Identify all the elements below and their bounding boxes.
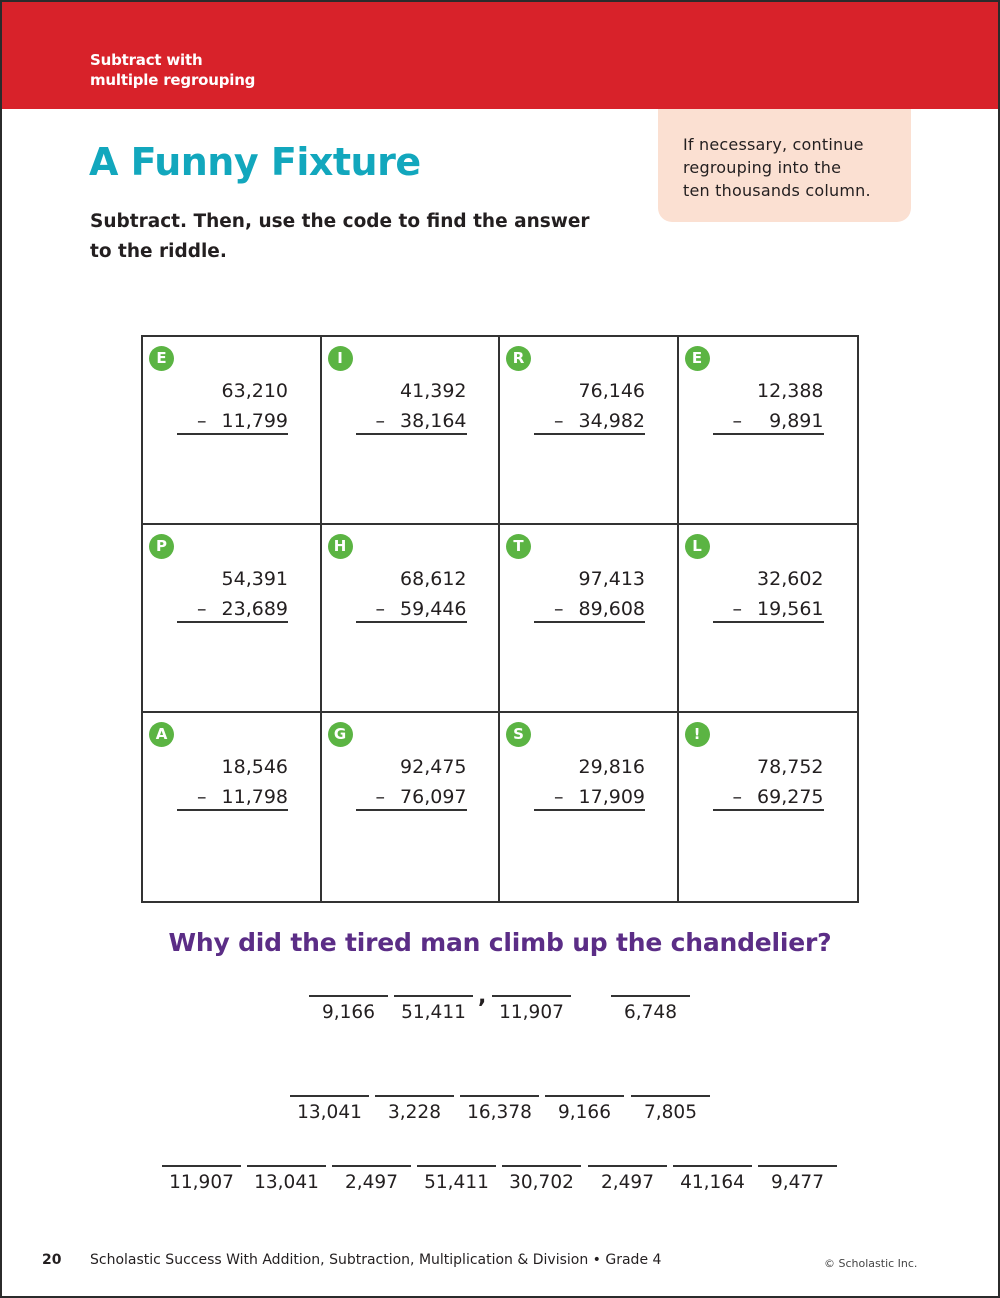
answer-blank[interactable]: 9,166 (309, 995, 388, 1023)
subtraction-problem (177, 565, 288, 623)
answer-blank[interactable]: 7,805 (631, 1095, 710, 1123)
minus-sign: – (197, 598, 207, 620)
letter-badge-icon: L (685, 534, 710, 559)
subtraction-problem (177, 753, 288, 811)
subtrahend: 38,164 (400, 410, 467, 432)
answer-blank[interactable]: 2,497 (332, 1165, 411, 1193)
subtraction-problem (534, 565, 645, 623)
subtrahend-row (356, 407, 467, 435)
subtrahend: 11,799 (221, 410, 288, 432)
letter-badge-icon: R (506, 346, 531, 371)
letter-badge-icon: E (685, 346, 710, 371)
minuend: 97,413 (578, 568, 645, 590)
answer-blank[interactable]: 9,477 (758, 1165, 837, 1193)
minus-sign: – (732, 410, 742, 432)
subtraction-problem (356, 565, 467, 623)
minuend: 29,816 (578, 756, 645, 778)
letter-badge-icon: H (328, 534, 353, 559)
subtrahend: 23,689 (221, 598, 288, 620)
letter-badge-icon: ! (685, 722, 710, 747)
subtrahend-row (177, 783, 288, 811)
riddle-question: Why did the tired man climb up the chandelier? (168, 928, 832, 957)
subtrahend-row (713, 783, 824, 811)
problem-grid (141, 335, 859, 903)
tip-box (658, 109, 911, 222)
subtraction-problem (534, 753, 645, 811)
minus-sign: – (554, 410, 564, 432)
subtraction-problem (177, 377, 288, 435)
minus-sign: – (732, 598, 742, 620)
letter-badge-icon: E (149, 346, 174, 371)
problem-cell[interactable] (679, 525, 858, 713)
problem-cell[interactable] (322, 525, 501, 713)
subtrahend-row (534, 783, 645, 811)
problem-cell[interactable] (500, 337, 679, 525)
tip-line1: If necessary, continue (683, 135, 864, 154)
minuend: 63,210 (221, 380, 288, 402)
letter-badge-icon: A (149, 722, 174, 747)
letter-badge-icon: T (506, 534, 531, 559)
subtraction-problem (534, 377, 645, 435)
problem-cell[interactable] (143, 337, 322, 525)
copyright: © Scholastic Inc. (824, 1257, 918, 1270)
subtraction-problem (713, 377, 824, 435)
answer-blank[interactable]: 6,748 (611, 995, 690, 1023)
page-number: 20 (42, 1252, 62, 1268)
subtraction-problem (356, 377, 467, 435)
subtrahend: 11,798 (221, 786, 288, 808)
problem-cell[interactable] (500, 713, 679, 901)
section-header-band (0, 0, 1000, 109)
subtraction-problem (356, 753, 467, 811)
section-label (90, 50, 255, 90)
subtrahend-row (713, 407, 824, 435)
problem-cell[interactable] (679, 713, 858, 901)
subtrahend: 17,909 (578, 786, 645, 808)
minuend: 41,392 (400, 380, 467, 402)
minuend: 32,602 (757, 568, 824, 590)
minus-sign: – (197, 410, 207, 432)
subtrahend: 19,561 (757, 598, 824, 620)
subtrahend-row (177, 407, 288, 435)
answer-row (0, 1095, 1000, 1135)
answer-blank[interactable]: 51,411 (417, 1165, 496, 1193)
subtraction-problem (713, 753, 824, 811)
tip-line3: ten thousands column. (683, 181, 871, 200)
answer-blank[interactable]: 16,378 (460, 1095, 539, 1123)
answer-row (0, 1165, 1000, 1205)
answer-blank[interactable]: 13,041 (290, 1095, 369, 1123)
problem-cell[interactable] (143, 713, 322, 901)
answer-blank[interactable]: 13,041 (247, 1165, 326, 1193)
answer-blank[interactable]: 9,166 (545, 1095, 624, 1123)
subtrahend: 9,891 (769, 410, 824, 432)
subtrahend-row (356, 595, 467, 623)
answer-row (0, 995, 1000, 1035)
answer-blank[interactable]: 41,164 (673, 1165, 752, 1193)
subtrahend-row (177, 595, 288, 623)
subtrahend: 89,608 (578, 598, 645, 620)
subtraction-problem (713, 565, 824, 623)
minuend: 18,546 (221, 756, 288, 778)
letter-badge-icon: P (149, 534, 174, 559)
letter-badge-icon: I (328, 346, 353, 371)
minuend: 76,146 (578, 380, 645, 402)
page-title: A Funny Fixture (89, 140, 421, 184)
subtrahend-row (713, 595, 824, 623)
answer-blank[interactable]: 3,228 (375, 1095, 454, 1123)
minus-sign: – (732, 786, 742, 808)
subtrahend-row (534, 407, 645, 435)
answer-blank[interactable]: 11,907 (162, 1165, 241, 1193)
book-title: Scholastic Success With Addition, Subtraction, Multiplication & Division • Grade 4 (90, 1252, 662, 1268)
subtrahend-row (534, 595, 645, 623)
minus-sign: – (375, 410, 385, 432)
answer-blank[interactable]: 30,702 (502, 1165, 581, 1193)
subtrahend: 76,097 (400, 786, 467, 808)
answer-blank[interactable]: 2,497 (588, 1165, 667, 1193)
problem-cell[interactable] (679, 337, 858, 525)
tip-line2: regrouping into the (683, 158, 842, 177)
subtrahend: 69,275 (757, 786, 824, 808)
minus-sign: – (375, 786, 385, 808)
minuend: 54,391 (221, 568, 288, 590)
answer-blank[interactable]: 11,907 (492, 995, 571, 1023)
letter-badge-icon: S (506, 722, 531, 747)
problem-cell[interactable] (322, 337, 501, 525)
letter-badge-icon: G (328, 722, 353, 747)
subtrahend: 34,982 (578, 410, 645, 432)
problem-cell[interactable] (500, 525, 679, 713)
subtrahend: 59,446 (400, 598, 467, 620)
subtrahend-row (356, 783, 467, 811)
apostrophe-mark: , (478, 984, 487, 1009)
instructions: Subtract. Then, use the code to find the answer to the riddle. (90, 211, 590, 262)
section-label-line1: Subtract with (90, 51, 203, 69)
minuend: 68,612 (400, 568, 467, 590)
section-label-line2: multiple regrouping (90, 71, 256, 89)
minus-sign: – (197, 786, 207, 808)
answer-blank[interactable]: 51,411 (394, 995, 473, 1023)
minuend: 92,475 (400, 756, 467, 778)
minus-sign: – (554, 786, 564, 808)
problem-cell[interactable] (322, 713, 501, 901)
minus-sign: – (375, 598, 385, 620)
minuend: 12,388 (757, 380, 824, 402)
problem-cell[interactable] (143, 525, 322, 713)
minus-sign: – (554, 598, 564, 620)
minuend: 78,752 (757, 756, 824, 778)
